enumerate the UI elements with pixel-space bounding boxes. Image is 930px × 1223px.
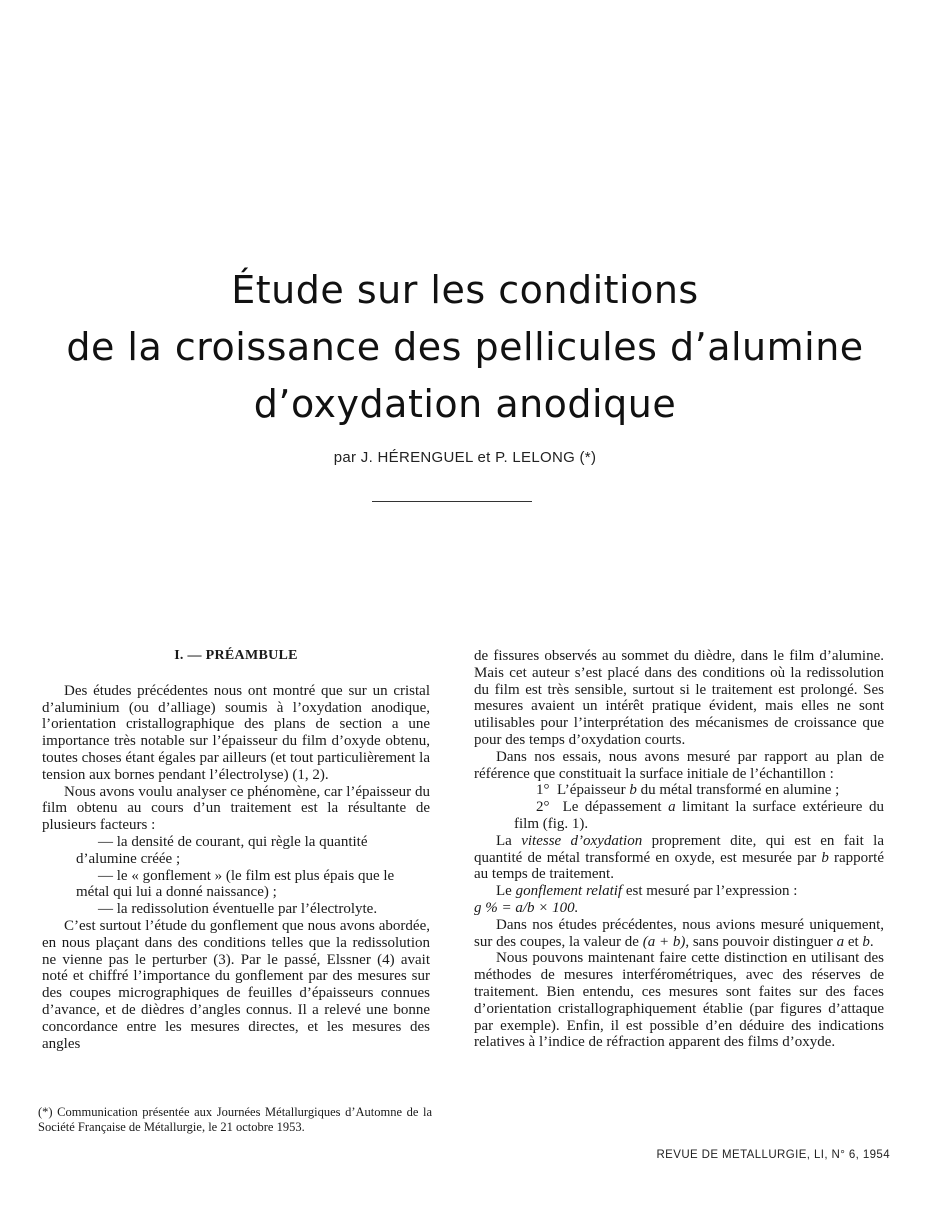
- left-column: [42, 648, 430, 1052]
- text: proprement dite, qui est en fait la quantité de métal transformé en oxyde, est mesurée par: [474, 832, 884, 866]
- article-title: [0, 262, 930, 433]
- emphasis: gonflement relatif: [515, 883, 623, 900]
- variable-b: b: [862, 933, 870, 950]
- item-text: limitant la surface extérieure du film (fig. 1).: [514, 799, 884, 832]
- paragraph: [474, 833, 884, 883]
- paragraph: C’est surtout l’étude du gonflement que nous avons abordée, en nous plaçant dans des conditions telles que la redissolution ne vienne pas le perturber (3). Par le passé, Elssner (4) avait noté et chiffré l’importance du gonflement par des mesures sur des coupes micrographiques de feuilles d’épaisseurs connues d’avance, et de dièdres d’angles connus. Il a relevé une bonne concordance entre les mesures directes, et les mesures des angles: [42, 917, 430, 1052]
- paragraph: [474, 883, 884, 900]
- numbered-item: [474, 782, 884, 799]
- title-divider: [372, 501, 532, 502]
- variable-a: a: [668, 799, 676, 816]
- title-line-1: Étude sur les conditions: [231, 268, 699, 312]
- list-item: — la redissolution éventuelle par l’électrolyte.: [98, 901, 378, 918]
- paragraph: de fissures observés au sommet du dièdre, dans le film d’alumine. Mais cet auteur s’est placé dans des conditions où la redissolution du film est très sensible, surtout si le traitement est prolongé. Ses mesures avaient un intérêt pratique évident, mais elles ne sont utilisables pour l’interprétation des mécanismes de croissance que pour des temps d’oxydation courts.: [474, 648, 884, 748]
- footnote-text: (*) Communication présentée aux Journées Métallurgiques d’Automne de la Société Française de Métallurgie, le 21 octobre 1953.: [38, 1105, 432, 1134]
- paragraph: Dans nos essais, nous avons mesuré par rapport au plan de référence que constituait la surface initiale de l’échantillon :: [474, 748, 884, 782]
- text: Dans nos études précédentes, nous avions mesuré uniquement, sur des coupes, la valeur de: [474, 916, 884, 950]
- formula: g % = a/b × 100.: [474, 899, 579, 916]
- list-item: — le « gonflement » (le film est plus épais que le métal qui lui a donné naissance) ;: [76, 867, 395, 901]
- item-text: L’épaisseur: [557, 782, 626, 799]
- text: .: [869, 933, 874, 950]
- text: rapporté au temps de traitement.: [474, 849, 884, 883]
- text: et: [847, 933, 859, 950]
- paragraph: Nous pouvons maintenant faire cette distinction en utilisant des méthodes de mesures interférométriques, avec des réserves de traitement. Bien entendu, ces mesures sont faites sur des faces d’orientation cristallographiquement établie (par figures d’attaque par exemple). Enfin, il est possible d’en déduire des indications relatives à l’indice de réfraction apparent des films d’oxyde.: [474, 950, 884, 1051]
- text: Le: [496, 883, 512, 900]
- list-item: — la densité de courant, qui règle la quantité d’alumine créée ;: [76, 833, 368, 867]
- variable-b: b: [629, 782, 637, 799]
- text: La: [496, 832, 512, 849]
- author-line: par J. HÉRENGUEL et P. LELONG (*): [333, 449, 597, 466]
- text: , sans pouvoir distinguer: [685, 933, 833, 950]
- item-text: Le dépassement: [562, 799, 662, 816]
- numbered-item: [474, 799, 884, 833]
- section-heading: I. — PRÉAMBULE: [174, 648, 298, 663]
- paragraph: Nous avons voulu analyser ce phénomène, car l’épaisseur du film obtenu au cours d’un traitement est la résultante de plusieurs facteurs :: [42, 783, 430, 834]
- item-text: du métal transformé en alumine ;: [640, 782, 840, 799]
- item-number: 1°: [536, 782, 550, 799]
- expression: (a + b): [642, 933, 686, 950]
- paragraph: Des études précédentes nous ont montré que sur un cristal d’aluminium (ou d’alliage) soumis à l’oxydation anodique, l’orientation cristallographique des plans de section a une importance très notable sur l’épaisseur du film d’oxyde obtenu, toutes choses étant égales par ailleurs (et tout particulièrement la tension aux bornes pendant l’électrolyse) (1, 2).: [42, 682, 430, 783]
- title-line-2: de la croissance des pellicules d’alumine: [66, 325, 864, 369]
- journal-reference: REVUE DE METALLURGIE, LI, N° 6, 1954: [656, 1149, 890, 1161]
- right-column: [474, 648, 884, 1051]
- variable-a: a: [836, 933, 845, 950]
- paragraph: [474, 917, 884, 951]
- variable-b: b: [821, 849, 829, 866]
- footnote: [38, 1105, 432, 1135]
- emphasis: vitesse d’oxydation: [521, 832, 643, 849]
- text: est mesuré par l’expression :: [625, 883, 798, 900]
- title-line-3: d’oxydation anodique: [253, 382, 677, 426]
- item-number: 2°: [536, 799, 550, 816]
